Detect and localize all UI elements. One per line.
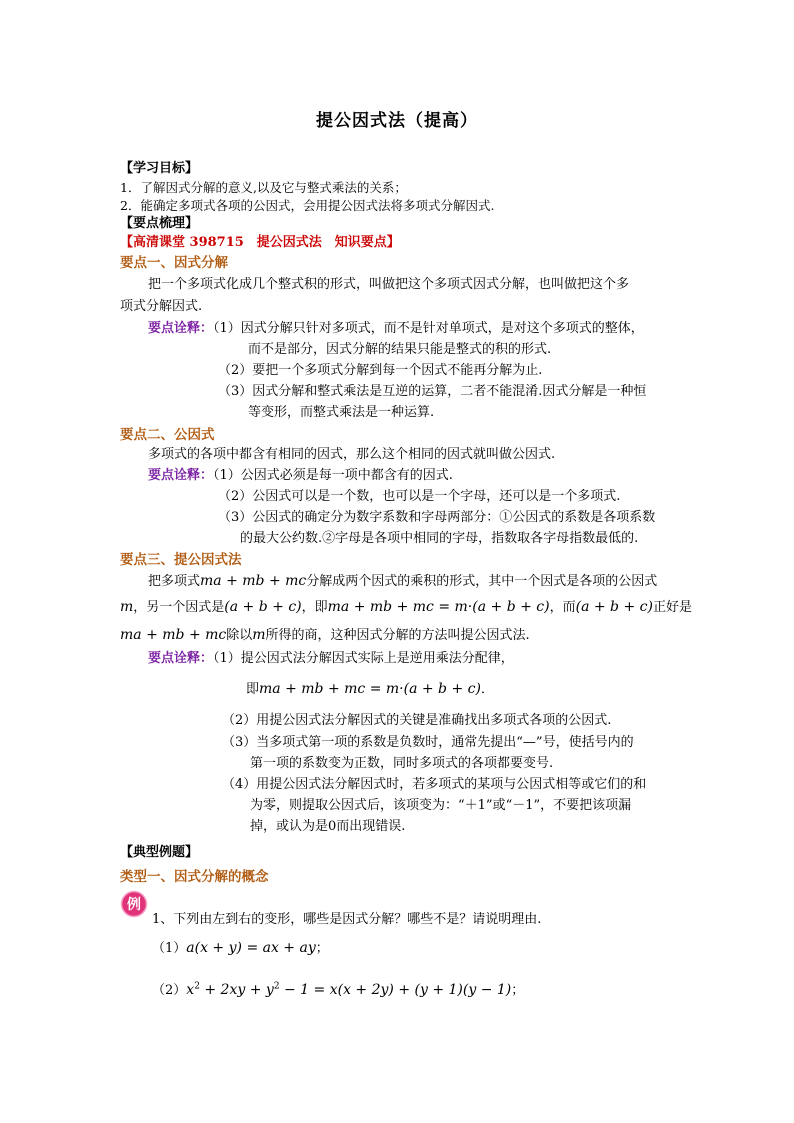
point3-line3 xyxy=(120,622,530,649)
note-text: （1）公因式必须是每一项中都含有的因式. xyxy=(213,468,453,483)
point1-para-line1: 把一个多项式化成几个整式积的形式，叫做把这个多项式因式分解，也叫做把这个多 xyxy=(148,277,630,292)
point1-heading: 要点一、因式分解 xyxy=(120,255,228,271)
formula: ma + mb + mc xyxy=(200,573,307,589)
note-label: 要点诠释： xyxy=(148,321,214,336)
point2-note-3: （3）公因式的确定分为数字系数和字母两部分：①公因式的系数是各项系数 xyxy=(218,510,656,525)
formula: (a + b + c) xyxy=(575,599,653,615)
question-1-part-1 xyxy=(152,935,329,962)
point1-note-1-cont: 而不是部分，因式分解的结果只能是整式的积的形式. xyxy=(248,342,552,357)
point3-note-4-cont2: 掉，或认为是0而出现错误. xyxy=(250,819,406,834)
page-title: 提公因式法（提高） xyxy=(316,111,478,131)
note-text: （1）因式分解只针对多项式，而不是针对单项式，是对这个多项式的整体， xyxy=(213,321,644,336)
text-run: 即 xyxy=(246,682,260,697)
question-1: 1、下列由左到右的变形，哪些是因式分解？哪些不是？请说明理由. xyxy=(152,912,542,927)
text-run: 除以 xyxy=(226,628,253,643)
text-run: ，另一个因式是 xyxy=(133,600,225,615)
point1-note-2: （2）要把一个多项式分解到每一个因式不能再分解为止. xyxy=(218,363,543,378)
formula: ma + mb + mc xyxy=(120,627,227,643)
point3-heading: 要点三、提公因式法 xyxy=(120,552,242,568)
point2-note-3-cont: 的最大公约数.②字母是各项中相同的字母，指数取各字母指数最低的. xyxy=(240,531,639,546)
type1-heading: 类型一、因式分解的概念 xyxy=(120,869,269,885)
point3-note-1 xyxy=(148,648,514,670)
text-run: ； xyxy=(511,983,525,998)
point3-line2 xyxy=(120,594,692,621)
examples-header: 【典型例题】 xyxy=(120,845,199,860)
formula: ma + mb + mc = m·(a + b + c) xyxy=(259,681,481,697)
goal-item-1: 1．了解因式分解的意义,以及它与整式乘法的关系； xyxy=(120,180,407,195)
formula: (a + b + c) xyxy=(224,599,302,615)
point2-note-1 xyxy=(148,465,453,487)
point2-note-2: （2）公因式可以是一个数，也可以是一个字母，还可以是一个多项式. xyxy=(218,489,621,504)
note-label: 要点诠释： xyxy=(148,468,214,483)
point2-para: 多项式的各项中都含有相同的因式，那么这个相同的因式就叫做公因式. xyxy=(148,447,556,462)
text-run: 把多项式 xyxy=(148,574,201,589)
formula: ma + mb + mc = m·(a + b + c) xyxy=(327,599,550,615)
point3-note-3: （3）当多项式第一项的系数是负数时，通常先提出“—”号，使括号内的 xyxy=(222,735,634,750)
point3-note-4: （4）用提公因式法分解因式时，若多项式的某项与公因式相等或它们的和 xyxy=(222,777,647,792)
formula: m xyxy=(120,599,134,615)
text-run: ． xyxy=(480,682,494,697)
point3-note-3-cont: 第一项的系数变为正数，同时多项式的各项都要变号. xyxy=(250,756,554,771)
formula: $x^2 + 2xy + y^2 - 1 = x(x + 2y) + (y + 1)(y - 1)$ xyxy=(186,981,512,998)
formula: m xyxy=(252,627,266,643)
text-run: ，即 xyxy=(301,600,328,615)
goals-header: 【学习目标】 xyxy=(120,161,199,176)
example-badge-icon xyxy=(120,890,148,918)
review-header: 【要点梳理】 xyxy=(120,216,199,231)
point1-note-1 xyxy=(148,318,644,340)
question-1-part-2 xyxy=(152,977,524,1004)
formula: a(x + y) = ax + ay xyxy=(186,940,316,956)
point2-heading: 要点二、公因式 xyxy=(120,427,215,443)
text-run: ，而 xyxy=(549,600,576,615)
part-label: （2） xyxy=(152,983,187,998)
point1-note-3: （3）因式分解和整式乘法是互逆的运算，二者不能混淆.因式分解是一种恒 xyxy=(218,384,647,399)
text-run: ； xyxy=(315,941,329,956)
note-label: 要点诠释： xyxy=(148,651,214,666)
note-text: （1）提公因式法分解因式实际上是逆用乘法分配律， xyxy=(213,651,514,666)
text-run: 所得的商，这种因式分解的方法叫提公因式法. xyxy=(265,628,530,643)
point1-para-line2: 项式分解因式. xyxy=(120,299,203,314)
goal-item-2: 2．能确定多项式各项的公因式，会用提公因式法将多项式分解因式. xyxy=(120,198,495,213)
point3-line1 xyxy=(148,568,657,595)
example-badge-label: 例 xyxy=(127,897,141,913)
course-link[interactable]: 【高清课堂 398715 提公因式法 知识要点】 xyxy=(120,235,400,250)
point3-note-4-cont1: 为零，则提取公因式后，该项变为：“＋1”或“－1”，不要把该项漏 xyxy=(250,798,632,813)
part-label: （1） xyxy=(152,941,187,956)
point1-note-3-cont: 等变形，而整式乘法是一种运算. xyxy=(248,405,435,420)
point3-formula-line xyxy=(246,676,494,703)
text-run: 正好是 xyxy=(652,600,692,615)
point3-note-2: （2）用提公因式法分解因式的关键是准确找出多项式各项的公因式. xyxy=(222,713,612,728)
text-run: 分解成两个因式的乘积的形式，其中一个因式是各项的公因式 xyxy=(306,574,658,589)
